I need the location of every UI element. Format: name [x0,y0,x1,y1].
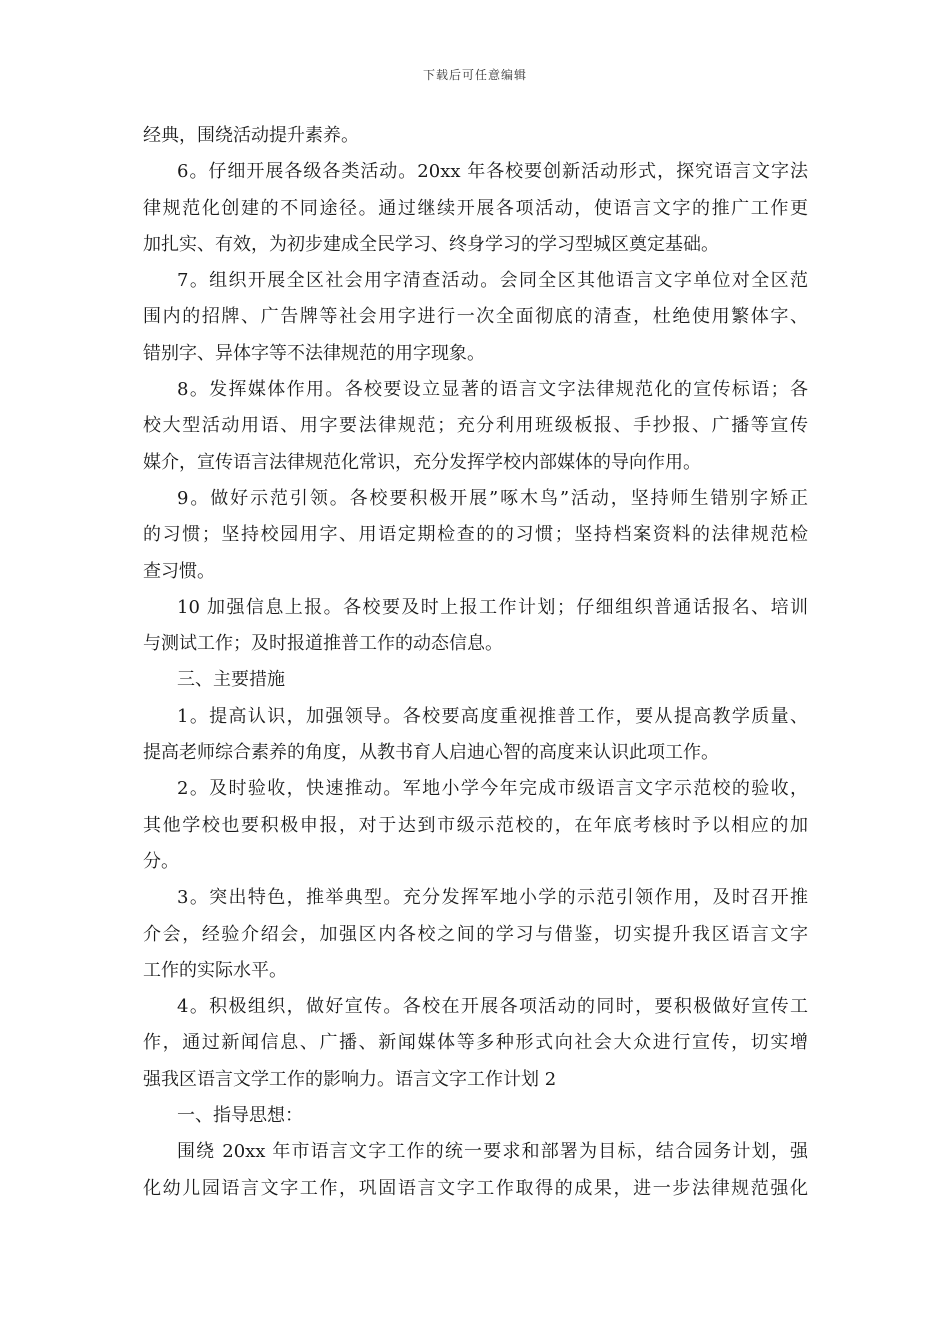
text-line: 化幼儿园语言文字工作，巩固语言文字工作取得的成果，进一步法律规范强化 [143,1177,808,1199]
text-line: 查习惯。 [143,560,215,582]
text-line: 校大型活动用语、用字要法律规范；充分利用班级板报、手抄报、广播等宣传 [143,415,808,437]
text-line: 1。提高认识，加强领导。各校要高度重视推普工作，要从提高教学质量、 [177,705,808,727]
text-line: 一、指导思想： [177,1105,303,1127]
text-line: 三、主要措施 [177,669,285,691]
text-line: 工作的实际水平。 [143,959,287,981]
text-line: 4。积极组织，做好宣传。各校在开展各项活动的同时，要积极做好宣传工 [177,996,808,1018]
text-line: 围内的招牌、广告牌等社会用字进行一次全面彻底的清查，杜绝使用繁体字、 [143,306,808,328]
text-line: 介会，经验介绍会，加强区内各校之间的学习与借鉴，切实提升我区语言文字 [143,923,808,945]
text-line: 强我区语言文学工作的影响力。语言文字工作计划 2 [143,1068,557,1090]
text-line: 其他学校也要积极申报，对于达到市级示范校的，在年底考核时予以相应的加 [143,814,808,836]
text-line: 围绕 20xx 年市语言文字工作的统一要求和部署为目标，结合园务计划，强 [177,1141,808,1163]
text-line: 的习惯；坚持校园用字、用语定期检查的的习惯；坚持档案资料的法律规范检 [143,524,808,546]
text-line: 媒介，宣传语言法律规范化常识，充分发挥学校内部媒体的导向作用。 [143,451,701,473]
text-line: 加扎实、有效，为初步建成全民学习、终身学习的学习型城区奠定基础。 [143,233,719,255]
text-line: 2。及时验收，快速推动。军地小学今年完成市级语言文字示范校的验收， [177,778,808,800]
text-line: 9。做好示范引领。各校要积极开展”啄木鸟”活动，坚持师生错别字矫正 [177,487,808,509]
text-line: 作，通过新闻信息、广播、新闻媒体等多种形式向社会大众进行宣传，切实增 [143,1032,808,1054]
page-header: 下载后可任意编辑 [422,68,527,82]
text-line: 6。仔细开展各级各类活动。20xx 年各校要创新活动形式，探究语言文字法 [177,161,808,183]
text-line: 分。 [143,850,179,872]
text-line: 律规范化创建的不同途径。通过继续开展各项活动，使语言文字的推广工作更 [143,197,808,219]
text-line: 与测试工作；及时报道推普工作的动态信息。 [143,633,503,655]
text-line: 提高老师综合素养的角度，从教书育人启迪心智的高度来认识此项工作。 [143,742,719,764]
text-line: 10 加强信息上报。各校要及时上报工作计划；仔细组织普通话报名、培训 [177,596,808,618]
text-line: 经典，围绕活动提升素养。 [143,125,359,146]
text-line: 错别字、异体字等不法律规范的用字现象。 [143,342,485,364]
text-line: 7。组织开展全区社会用字清查活动。会同全区其他语言文字单位对全区范 [177,270,808,292]
text-line: 8。发挥媒体作用。各校要设立显著的语言文字法律规范化的宣传标语；各 [177,379,808,401]
text-line: 3。突出特色，推举典型。充分发挥军地小学的示范引领作用，及时召开推 [177,887,808,909]
document-body [143,118,808,1207]
